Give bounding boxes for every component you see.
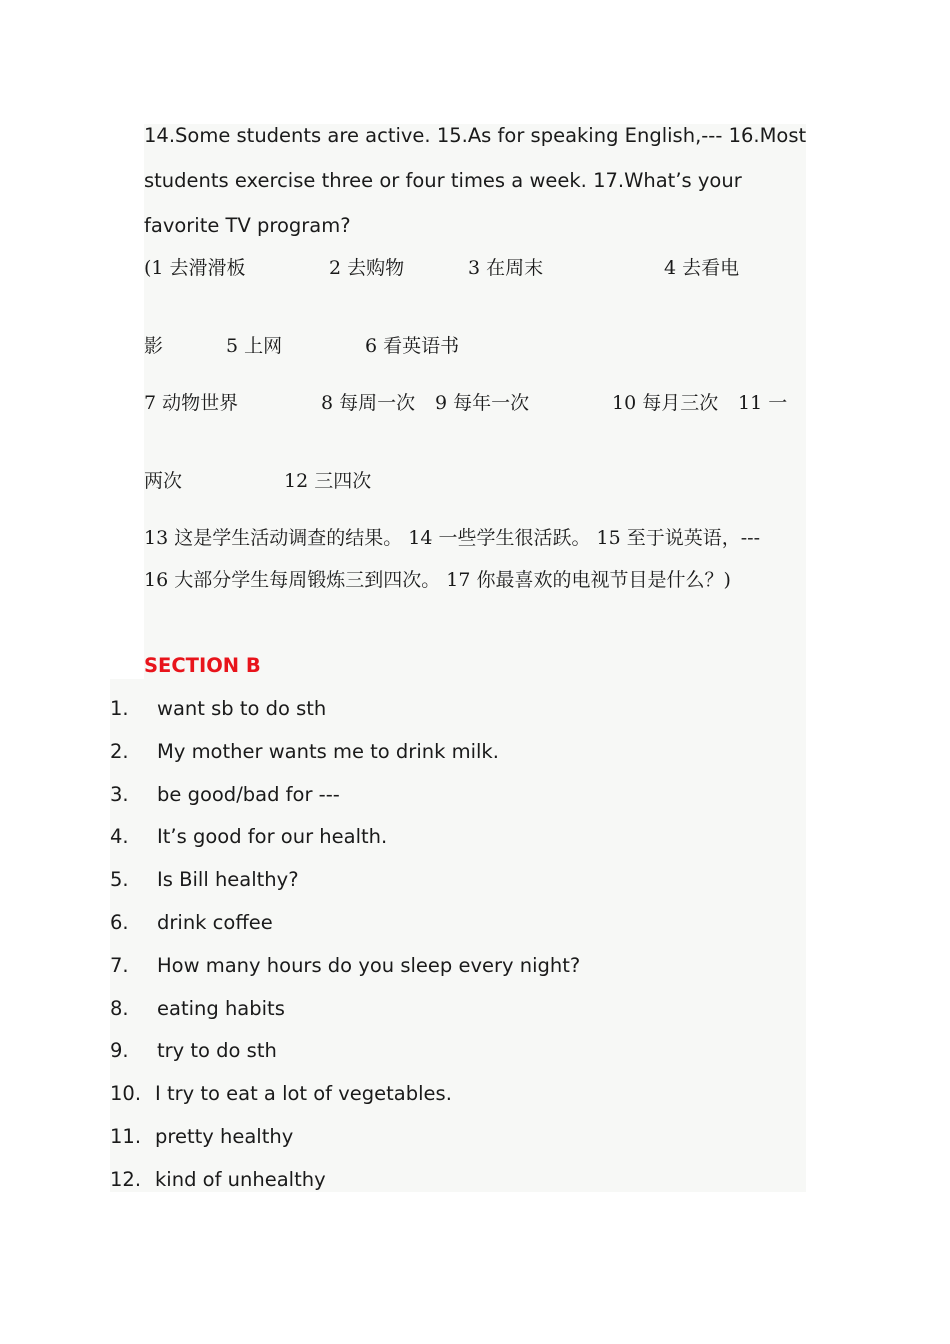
list-number: 1.: [110, 697, 129, 720]
paragraph-line: 14.Some students are active. 15.As for speaking English,--- 16.Most: [144, 124, 807, 147]
vocab-item: 2 去购物: [329, 257, 405, 279]
list-number: 3.: [110, 783, 129, 806]
vocab-item: 影: [144, 335, 164, 357]
vocab-item: 4 去看电: [664, 257, 740, 279]
list-number: 7.: [110, 954, 129, 977]
vocab-item: 12 三四次: [284, 470, 372, 492]
vocab-item: 10 每月三次: [612, 392, 719, 414]
list-number: 2.: [110, 740, 129, 763]
list-number: 9.: [110, 1039, 129, 1062]
list-text: drink coffee: [157, 911, 273, 934]
list-text: My mother wants me to drink milk.: [157, 740, 499, 763]
paragraph-line: 13 这是学生活动调查的结果。 14 一些学生很活跃。 15 至于说英语，---: [144, 527, 760, 549]
vocab-item: 3 在周末: [468, 257, 544, 279]
list-text: How many hours do you sleep every night?: [157, 954, 581, 977]
list-number: 8.: [110, 997, 129, 1020]
list-number: 10.: [110, 1082, 142, 1105]
list-text: It’s good for our health.: [157, 825, 388, 848]
vocab-item: 11 一: [738, 392, 788, 414]
list-number: 4.: [110, 825, 129, 848]
paragraph-line: students exercise three or four times a week. 17.What’s your: [144, 169, 742, 192]
vocab-item: 6 看英语书: [365, 335, 460, 357]
vocab-item: 两次: [144, 470, 183, 492]
list-text: kind of unhealthy: [155, 1168, 326, 1191]
section-title: SECTION B: [144, 654, 261, 677]
list-number: 6.: [110, 911, 129, 934]
list-number: 11.: [110, 1125, 142, 1148]
list-text: pretty healthy: [155, 1125, 294, 1148]
list-text: Is Bill healthy?: [157, 868, 299, 891]
vocab-item: (1 去滑滑板: [144, 257, 246, 279]
vocab-item: 7 动物世界: [144, 392, 239, 414]
vocab-item: 9 每年一次: [435, 392, 530, 414]
list-text: I try to eat a lot of vegetables.: [155, 1082, 452, 1105]
vocab-item: 8 每周一次: [321, 392, 416, 414]
paragraph-line: favorite TV program?: [144, 214, 351, 237]
paragraph-line: 16 大部分学生每周锻炼三到四次。 17 你最喜欢的电视节目是什么？): [144, 569, 731, 591]
list-number: 5.: [110, 868, 129, 891]
vocab-item: 5 上网: [226, 335, 283, 357]
list-number: 12.: [110, 1168, 142, 1191]
list-text: be good/bad for ---: [157, 783, 340, 806]
list-text: want sb to do sth: [157, 697, 327, 720]
list-text: try to do sth: [157, 1039, 277, 1062]
list-text: eating habits: [157, 997, 285, 1020]
